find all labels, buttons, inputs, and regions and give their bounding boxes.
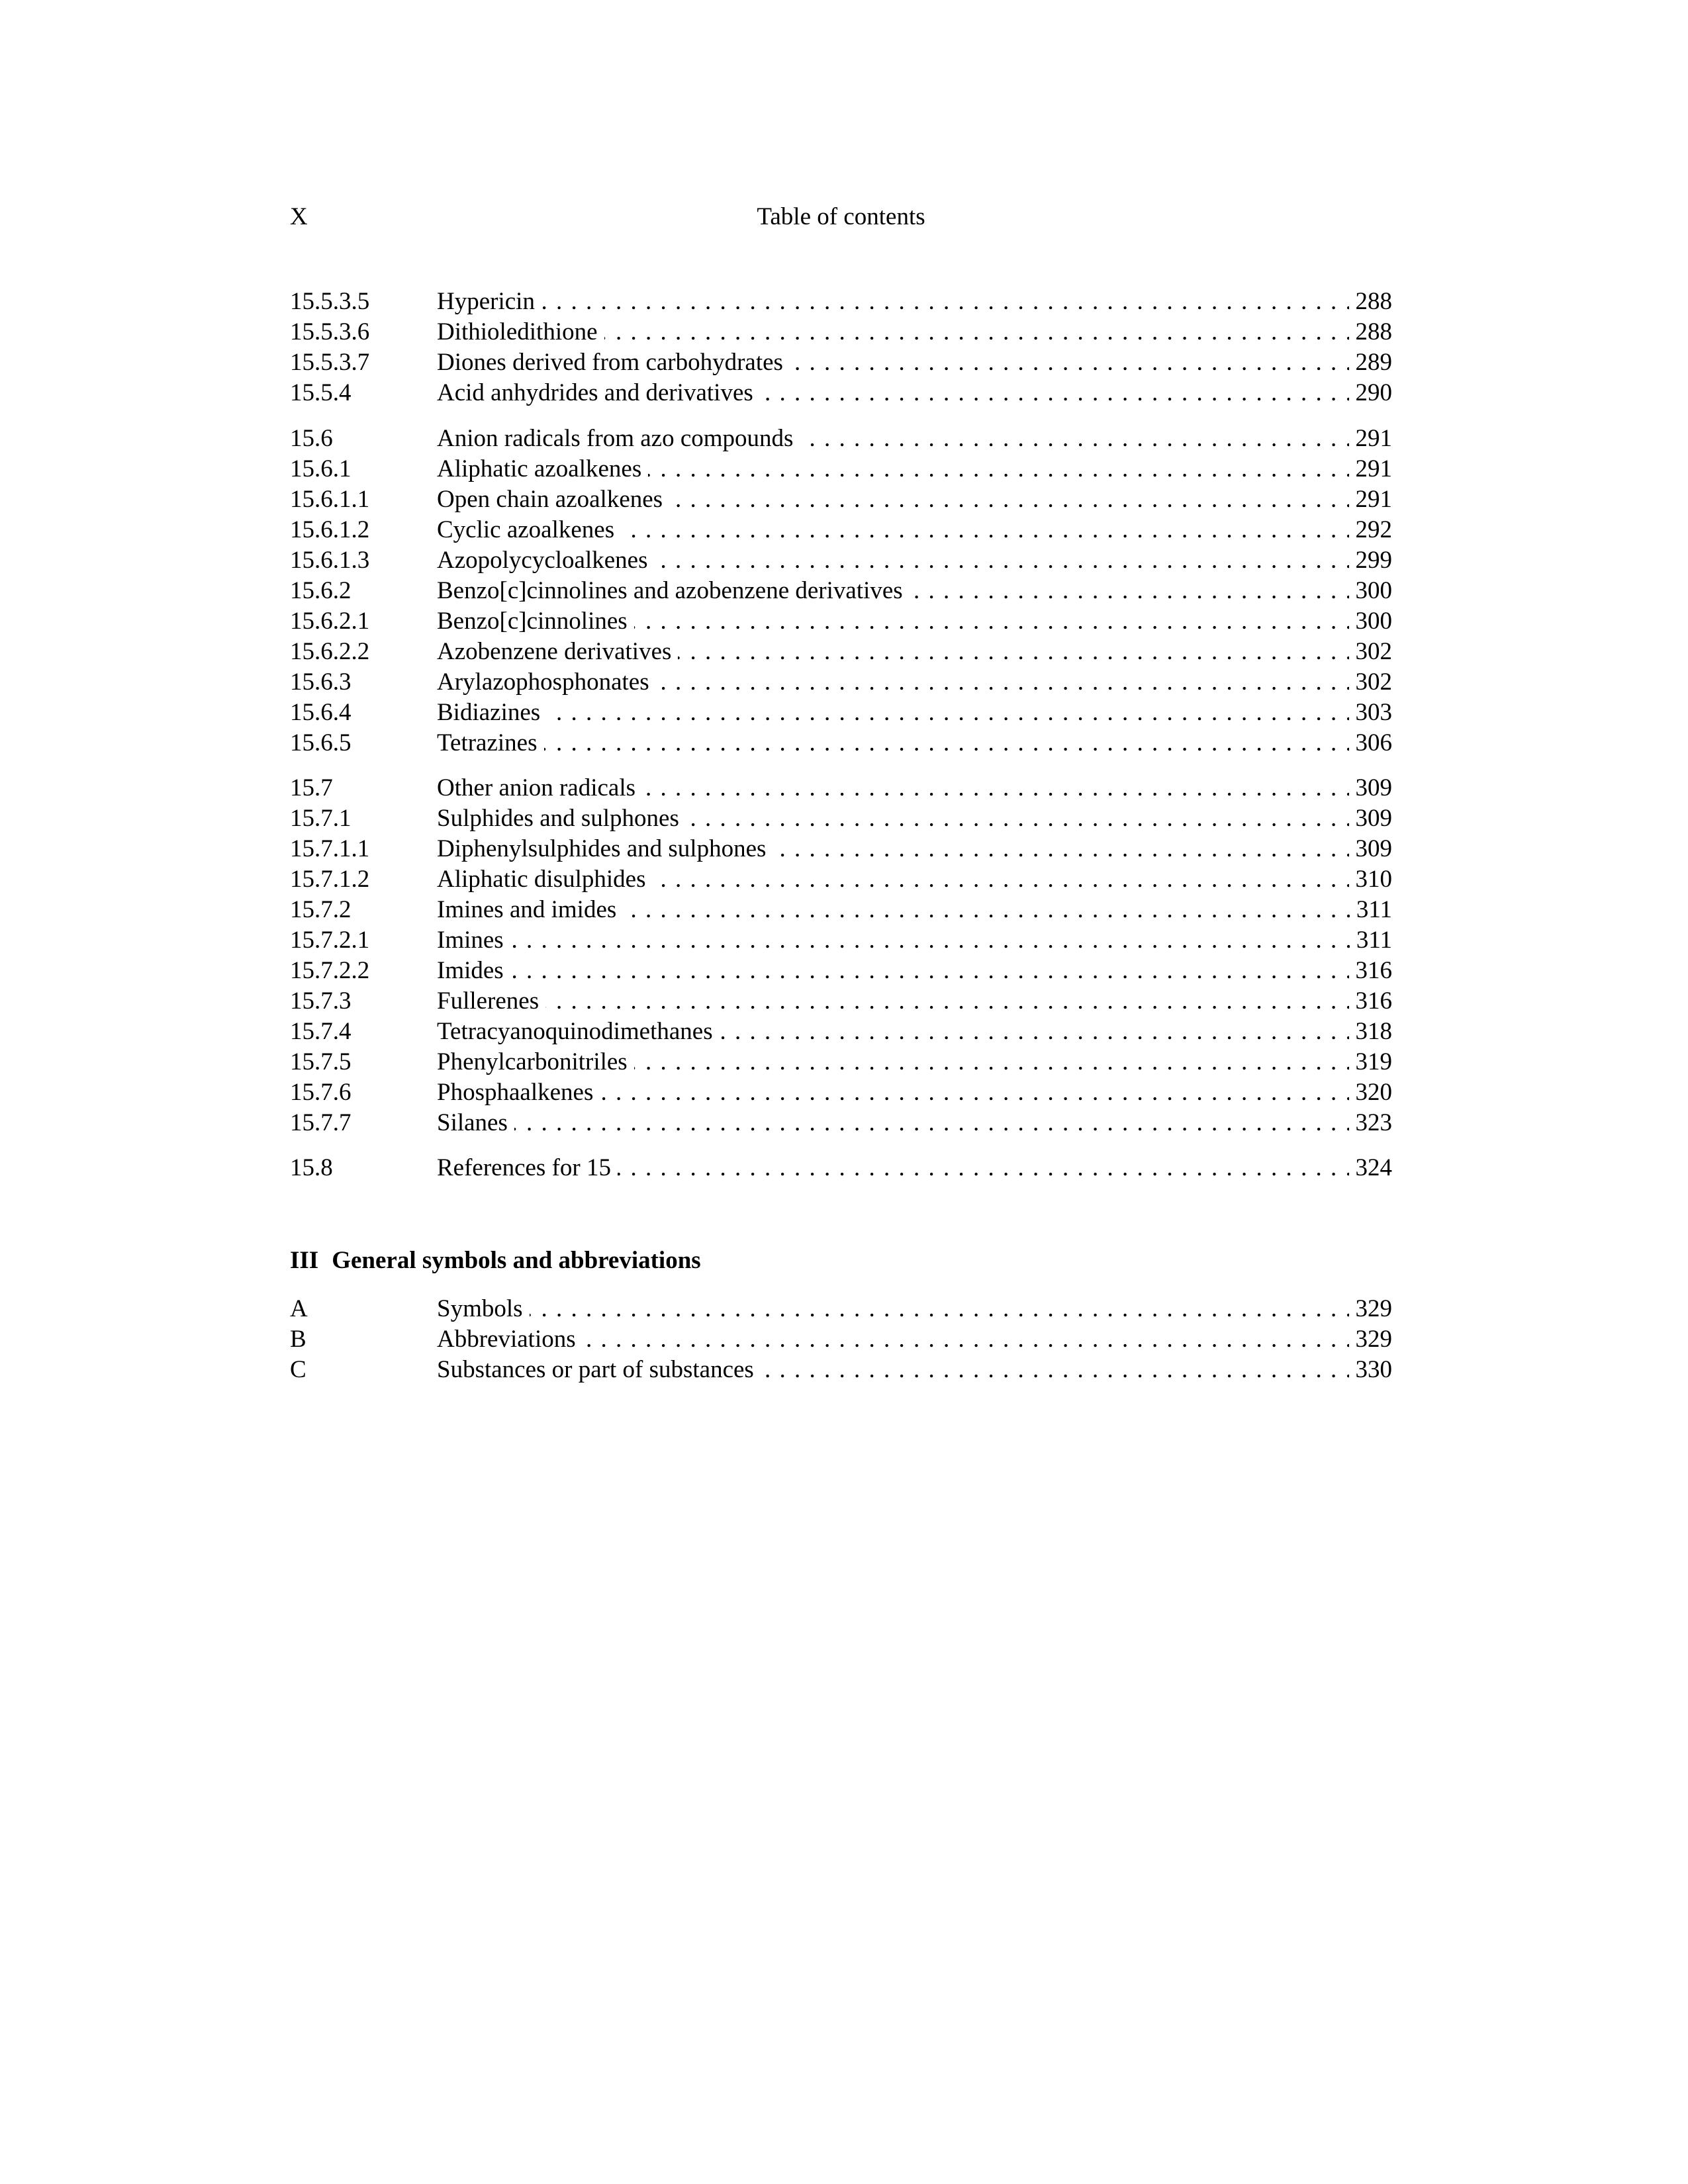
toc-page: 303 xyxy=(1349,698,1393,728)
toc-row xyxy=(290,895,1392,925)
page-number: X xyxy=(290,203,308,230)
toc-row xyxy=(290,1108,1392,1138)
toc-page: 320 xyxy=(1349,1077,1393,1108)
part-number: III xyxy=(290,1247,319,1274)
toc-number: 15.7.1.1 xyxy=(290,835,370,862)
toc-row xyxy=(290,956,1392,986)
toc-title: Other anion radicals xyxy=(437,774,642,801)
toc-title: Phosphaalkenes xyxy=(437,1079,600,1106)
toc-title: Fullerenes xyxy=(437,987,545,1015)
toc-number: 15.7.1 xyxy=(290,805,352,832)
toc-row xyxy=(290,1017,1392,1047)
toc-row xyxy=(290,986,1392,1017)
toc-number: 15.7.2.2 xyxy=(290,957,370,984)
toc-row xyxy=(290,728,1392,758)
toc-row xyxy=(290,424,1392,454)
toc-row xyxy=(290,1355,1392,1385)
toc-number: B xyxy=(290,1326,306,1353)
toc-title: Diones derived from carbohydrates xyxy=(437,349,790,376)
toc-row xyxy=(290,378,1392,408)
toc-number: 15.6 xyxy=(290,425,333,452)
toc-title: Cyclic azoalkenes xyxy=(437,516,621,543)
toc-title: Acid anhydrides and derivatives xyxy=(437,379,760,406)
toc-title: Dithioledithione xyxy=(437,318,604,345)
toc-row xyxy=(290,484,1392,515)
toc-page: 288 xyxy=(1349,287,1393,317)
toc-title: Diphenylsulphides and sulphones xyxy=(437,835,773,862)
toc-title: Tetrazines xyxy=(437,729,544,756)
part-heading xyxy=(290,1246,701,1276)
toc-page: 309 xyxy=(1349,834,1393,864)
toc-number: 15.6.1.1 xyxy=(290,486,370,513)
toc-row xyxy=(290,1077,1392,1108)
toc-row xyxy=(290,545,1392,576)
toc-row xyxy=(290,287,1392,317)
toc-row xyxy=(290,347,1392,378)
toc-page: 291 xyxy=(1349,454,1393,484)
toc-page: 288 xyxy=(1349,317,1393,347)
toc-number: 15.7.3 xyxy=(290,987,352,1015)
toc-number: 15.6.5 xyxy=(290,729,352,756)
toc-number: C xyxy=(290,1356,306,1383)
toc-number: 15.6.2 xyxy=(290,577,352,604)
part-title: General symbols and abbreviations xyxy=(332,1247,701,1274)
toc-title: Imines and imides xyxy=(437,896,623,923)
toc-title: Imines xyxy=(437,927,510,954)
toc-title: Sulphides and sulphones xyxy=(437,805,686,832)
toc-row xyxy=(290,1047,1392,1077)
toc-title: Arylazophosphonates xyxy=(437,668,656,696)
toc-page: 309 xyxy=(1349,773,1393,803)
toc-page: 316 xyxy=(1349,986,1393,1017)
toc-page: 316 xyxy=(1349,956,1393,986)
toc-page: 300 xyxy=(1349,606,1393,637)
toc-row xyxy=(290,1153,1392,1183)
toc-number: 15.6.3 xyxy=(290,668,352,696)
toc-title: Substances or part of substances xyxy=(437,1356,761,1383)
toc-title: Phenylcarbonitriles xyxy=(437,1048,634,1075)
toc-page: 330 xyxy=(1349,1355,1393,1385)
toc-title: Bidiazines xyxy=(437,699,547,726)
toc-row xyxy=(290,576,1392,606)
toc-row xyxy=(290,773,1392,803)
toc-number: 15.6.1 xyxy=(290,455,352,482)
page-header xyxy=(290,203,1392,236)
toc-page: 311 xyxy=(1350,895,1392,925)
toc-row xyxy=(290,606,1392,637)
toc-page: 306 xyxy=(1349,728,1393,758)
toc-row xyxy=(290,667,1392,698)
toc-page: 300 xyxy=(1349,576,1393,606)
toc-row xyxy=(290,637,1392,667)
toc-page: 289 xyxy=(1349,347,1393,378)
toc-row xyxy=(290,698,1392,728)
toc-row xyxy=(290,1324,1392,1355)
toc-page: 299 xyxy=(1349,545,1393,576)
toc-title: Tetracyanoquinodimethanes xyxy=(437,1018,720,1045)
toc-page: 310 xyxy=(1349,864,1393,895)
toc-number: 15.6.2.2 xyxy=(290,638,370,665)
toc-row xyxy=(290,1294,1392,1324)
toc-page: 319 xyxy=(1349,1047,1393,1077)
toc-page: 290 xyxy=(1349,378,1393,408)
toc-page: 318 xyxy=(1349,1017,1393,1047)
toc-title: References for 15 xyxy=(437,1154,618,1181)
toc-page: 302 xyxy=(1349,637,1393,667)
toc-row xyxy=(290,864,1392,895)
toc-number: 15.6.2.1 xyxy=(290,608,370,635)
toc-row xyxy=(290,317,1392,347)
running-title: Table of contents xyxy=(757,203,925,230)
toc-title: Anion radicals from azo compounds xyxy=(437,425,800,452)
toc-title: Imides xyxy=(437,957,510,984)
toc-number: 15.7.4 xyxy=(290,1018,352,1045)
toc-page: 311 xyxy=(1350,925,1392,956)
toc-page: 324 xyxy=(1349,1153,1393,1183)
toc-number: 15.7.7 xyxy=(290,1109,352,1136)
toc-page: 302 xyxy=(1349,667,1393,698)
toc-page: 329 xyxy=(1349,1324,1393,1355)
toc-page: 329 xyxy=(1349,1294,1393,1324)
toc-title: Abbreviations xyxy=(437,1326,583,1353)
toc-page: 291 xyxy=(1349,484,1393,515)
toc-title: Hypericin xyxy=(437,288,541,315)
toc-row xyxy=(290,834,1392,864)
toc-page: 291 xyxy=(1349,424,1393,454)
toc-page: 323 xyxy=(1349,1108,1393,1138)
toc-title: Aliphatic disulphides xyxy=(437,866,653,893)
toc-row xyxy=(290,925,1392,956)
toc-page: 292 xyxy=(1349,515,1393,545)
toc-number: 15.7.2.1 xyxy=(290,927,370,954)
toc-number: 15.7.6 xyxy=(290,1079,352,1106)
toc-number: 15.6.4 xyxy=(290,699,352,726)
toc-title: Benzo[c]cinnolines and azobenzene derivatives xyxy=(437,577,910,604)
toc-row xyxy=(290,454,1392,484)
toc-number: 15.7.2 xyxy=(290,896,352,923)
toc-page: 309 xyxy=(1349,803,1393,834)
toc-number: 15.6.1.2 xyxy=(290,516,370,543)
toc-title: Azobenzene derivatives xyxy=(437,638,678,665)
toc-row xyxy=(290,803,1392,834)
toc-row xyxy=(290,515,1392,545)
toc-number: 15.7.1.2 xyxy=(290,866,370,893)
toc-title: Open chain azoalkenes xyxy=(437,486,669,513)
toc-number: 15.5.3.5 xyxy=(290,288,370,315)
toc-number: 15.6.1.3 xyxy=(290,547,370,574)
toc-title: Symbols xyxy=(437,1295,530,1322)
toc-number: 15.5.3.6 xyxy=(290,318,370,345)
toc-number: 15.8 xyxy=(290,1154,333,1181)
toc-title: Azopolycycloalkenes xyxy=(437,547,655,574)
toc-number: 15.5.3.7 xyxy=(290,349,370,376)
toc-title: Benzo[c]cinnolines xyxy=(437,608,634,635)
toc-title: Silanes xyxy=(437,1109,514,1136)
toc-number: 15.7 xyxy=(290,774,333,801)
toc-number: A xyxy=(290,1295,308,1322)
toc-number: 15.7.5 xyxy=(290,1048,352,1075)
toc-number: 15.5.4 xyxy=(290,379,352,406)
toc-title: Aliphatic azoalkenes xyxy=(437,455,648,482)
